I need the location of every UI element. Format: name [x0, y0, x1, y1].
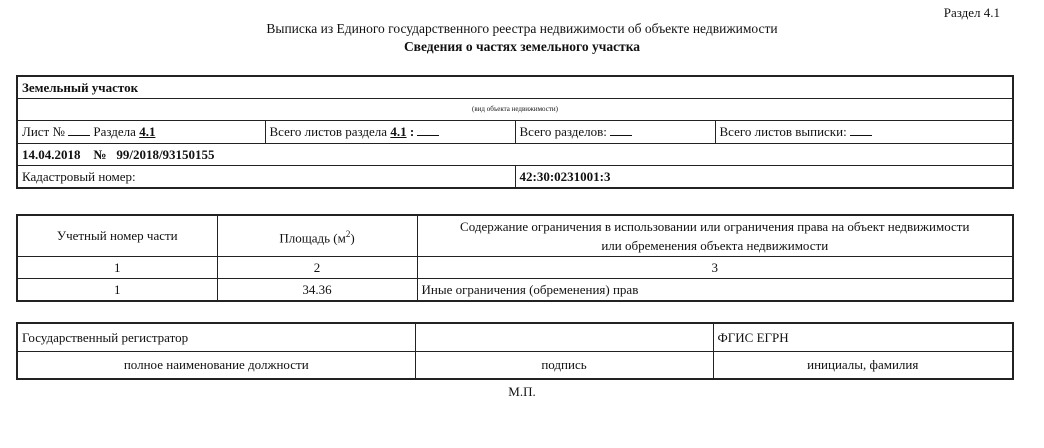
- header-restriction-line1: Содержание ограничения в использовании или ограничения права на объект недвижимости: [460, 218, 970, 234]
- total-sections-label: Всего разделов:: [519, 124, 611, 139]
- total-sections-cell: [515, 120, 715, 143]
- registrar-signer: ФГИС ЕГРН: [713, 323, 1013, 351]
- part-restriction: Иные ограничения (обременения) прав: [417, 278, 1013, 301]
- total-extract-sheets-blank: [850, 124, 872, 136]
- signature-field: [415, 323, 713, 351]
- caption-signature: подпись: [415, 351, 713, 379]
- caption-name: инициалы, фамилия: [713, 351, 1013, 379]
- total-sheets-section-number: 4.1: [390, 124, 407, 139]
- section-label: Раздел 4.1: [943, 5, 1000, 20]
- header-area-sup: 2: [345, 228, 351, 239]
- document-subtitle: Сведения о частях земельного участка: [403, 39, 641, 54]
- part-area: 34.36: [217, 278, 417, 301]
- object-type-caption: (вид объекта недвижимости): [17, 98, 1013, 120]
- col-number-2: 2: [217, 256, 417, 278]
- registrar-position: Государственный регистратор: [17, 323, 415, 351]
- sheet-prefix: Лист №: [22, 124, 69, 139]
- document-title: Выписка из Единого государственного реестра недвижимости об объекте недвижимости: [266, 21, 778, 36]
- cadastral-label: Кадастровый номер:: [17, 165, 515, 188]
- section-prefix: Раздела: [93, 124, 140, 139]
- total-sheets-separator: :: [406, 124, 418, 139]
- parts-table: [16, 214, 1014, 302]
- section-number: 4.1: [139, 124, 156, 139]
- caption-position: полное наименование должности: [17, 351, 415, 379]
- total-sheets-blank: [417, 124, 439, 136]
- header-restriction: [417, 215, 1013, 256]
- header-area-suffix: ): [350, 229, 355, 245]
- total-sheets-label: Всего листов раздела: [269, 124, 391, 139]
- header-restriction-line2: или обременения объекта недвижимости: [601, 237, 829, 253]
- total-sections-blank: [610, 124, 632, 136]
- part-number: 1: [17, 278, 217, 301]
- col-number-1: 1: [17, 256, 217, 278]
- signature-table: [16, 322, 1014, 380]
- extract-date: 14.04.2018: [22, 146, 81, 162]
- total-extract-sheets-label: Всего листов выписки:: [719, 124, 850, 139]
- extract-number: 99/2018/93150155: [116, 146, 215, 162]
- header-part-number: Учетный номер части: [17, 215, 217, 256]
- date-number-cell: [17, 143, 1013, 165]
- sheet-number-cell: [17, 120, 265, 143]
- total-extract-sheets-cell: [715, 120, 1013, 143]
- cadastral-number: 42:30:0231001:3: [515, 165, 1013, 188]
- header-area: [217, 215, 417, 256]
- object-info-table: [16, 75, 1014, 189]
- col-number-3: 3: [417, 256, 1013, 278]
- sheet-number-blank: [68, 124, 90, 136]
- table-row: [17, 278, 1013, 301]
- number-sign: №: [93, 146, 107, 162]
- stamp-label: М.П.: [508, 384, 536, 399]
- total-sheets-section-cell: [265, 120, 515, 143]
- header-area-text: Площадь (м: [279, 229, 346, 245]
- object-type: Земельный участок: [17, 76, 1013, 98]
